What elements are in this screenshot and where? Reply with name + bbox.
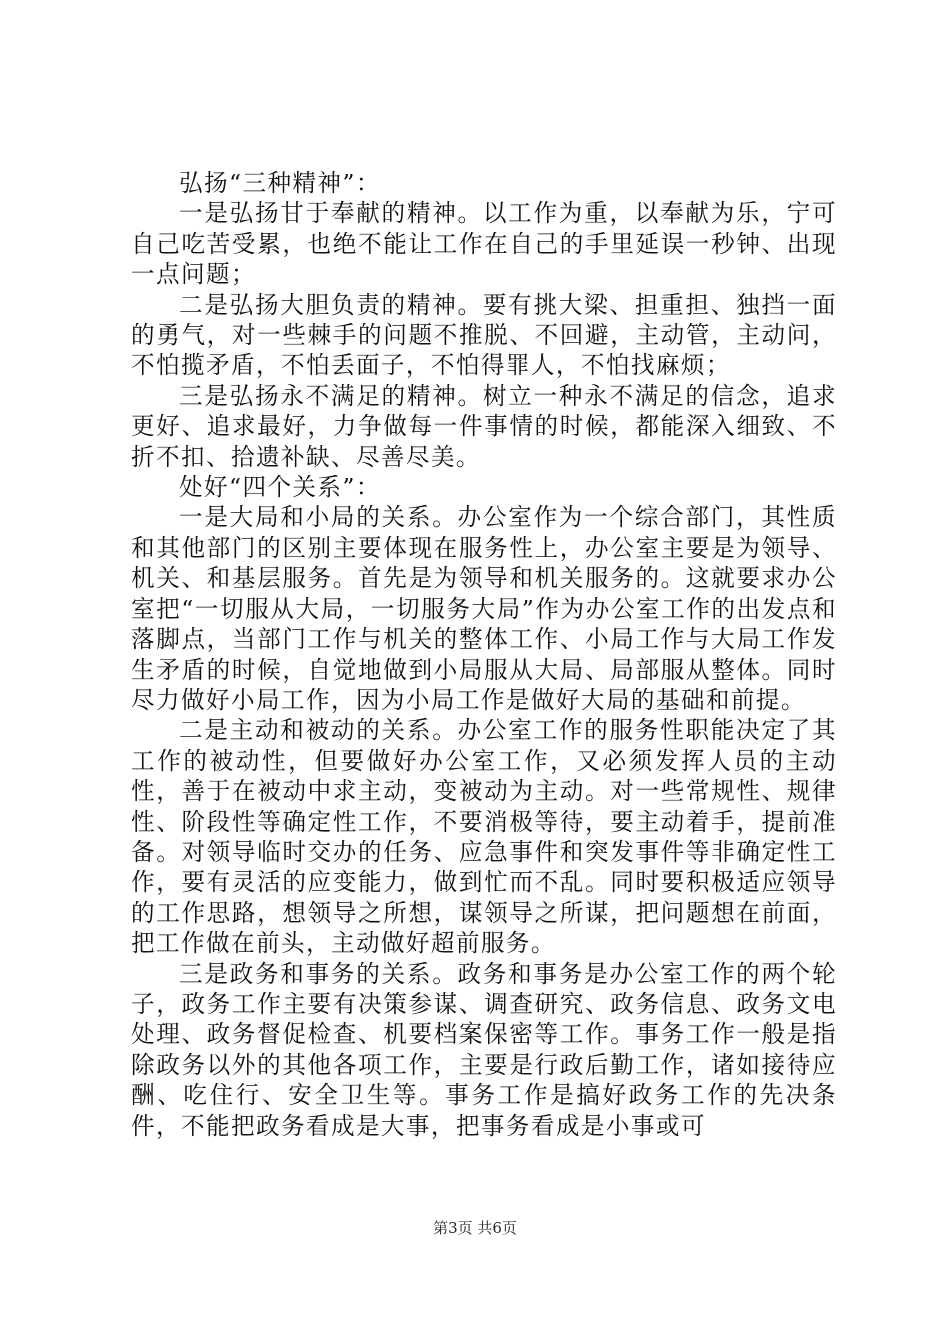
paragraph: 二是弘扬大胆负责的精神。要有挑大梁、担重担、独挡一面的勇气，对一些棘手的问题不推脱、不回避，主动管，主动问，不怕揽矛盾，不怕丢面子，不怕得罪人，不怕找麻烦；: [131, 290, 837, 380]
section-heading-four-relations: 处好“四个关系”：: [179, 473, 381, 502]
paragraph: 三是弘扬永不满足的精神。树立一种永不满足的信念，追求更好、追求最好，力争做每一件事情的时候，都能深入细致、不折不扣、拾遗补缺、尽善尽美。: [131, 381, 837, 471]
section-heading-three-spirits: 弘扬“三种精神”：: [179, 169, 381, 197]
document-body: [131, 168, 837, 1141]
page-number-footer: 第3页 共6页: [433, 1219, 517, 1237]
paragraph: 三是政务和事务的关系。政务和事务是办公室工作的两个轮子，政务工作主要有决策参谋、调查研究、政务信息、政务文电处理、政务督促检查、机要档案保密等工作。事务工作一般是指除政务以外的其他各项工作，主要是行政后勤工作，诸如接待应酬、吃住行、安全卫生等。事务工作是搞好政务工作的先决条件，不能把政务看成是大事，把事务看成是小事或可: [131, 959, 837, 1140]
paragraph: 一是弘扬甘于奉献的精神。以工作为重，以奉献为乐，宁可自己吃苦受累，也绝不能让工作在自己的手里延误一秒钟、出现一点问题；: [131, 199, 837, 289]
paragraph: 一是大局和小局的关系。办公室作为一个综合部门，其性质和其他部门的区别主要体现在服务性上，办公室主要是为领导、机关、和基层服务。首先是为领导和机关服务的。这就要求办公室把“一切服从大局，一切服务大局”作为办公室工作的出发点和落脚点，当部门工作与机关的整体工作、小局工作与大局工作发生矛盾的时候，自觉地做到小局服从大局、局部服从整体。同时尽力做好小局工作，因为小局工作是做好大局的基础和前提。: [131, 503, 837, 714]
paragraph: 二是主动和被动的关系。办公室工作的服务性职能决定了其工作的被动性，但要做好办公室工作，又必须发挥人员的主动性，善于在被动中求主动，变被动为主动。对一些常规性、规律性、阶段性等确定性工作，不要消极等待，要主动着手，提前准备。对领导临时交办的任务、应急事件和突发事件等非确定性工作，要有灵活的应变能力，做到忙而不乱。同时要积极适应领导的工作思路，想领导之所想，谋领导之所谋，把问题想在前面，把工作做在前头，主动做好超前服务。: [131, 716, 837, 958]
